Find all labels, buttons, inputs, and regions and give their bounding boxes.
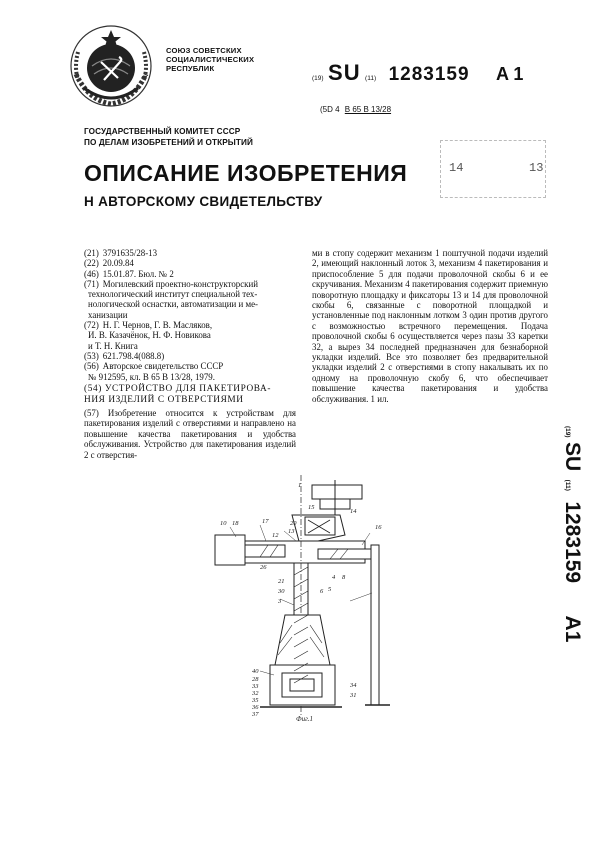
side-number: 1283159 — [561, 501, 584, 584]
part-label: 16 — [375, 524, 382, 531]
side-prefix-11: (11) — [564, 479, 571, 491]
header-prefix-11: (11) — [365, 75, 377, 82]
part-label: 17 — [262, 518, 269, 525]
meta-line: и Т. Н. Книга — [88, 340, 138, 351]
part-label: 30 — [278, 588, 285, 595]
ipc-classification — [320, 105, 391, 114]
meta-line: (53) 621.798.4(088.8) — [84, 350, 165, 361]
part-label: 18 — [232, 520, 239, 527]
part-label: 34 — [350, 682, 357, 689]
meta-line: (72) Н. Г. Чернов, Г. В. Масляков, — [84, 320, 213, 331]
invention-title-code: (54) — [84, 384, 102, 394]
part-label: 5 — [328, 586, 332, 593]
part-label: 31 — [350, 692, 357, 699]
stamp-right-number: 13 — [529, 161, 544, 175]
technical-drawing — [200, 475, 400, 725]
abstract-left-column — [84, 408, 296, 460]
meta-line: ханизации — [88, 309, 128, 320]
part-label: 37 — [252, 711, 259, 718]
registration-stamp — [440, 140, 546, 198]
part-label: 36 — [252, 704, 259, 711]
state-name — [166, 46, 254, 74]
invention-title — [84, 384, 271, 405]
abstract-right-text: ми в стопу содержит механизм 1 поштучной подачи изделий 2, имеющий наклонный лоток 3, механизм 4 пакетирования и приспособление 5 для подачи проволочной скобы 6 и ее скручивания. Механизм 4 пакетирования содержит приемную поворотную площадку и фиксаторы 13 и 14 для проволочной скобы 6, связанные с поворотной площадкой и установленные под наклонным лотком 3 один против другого с возможностью встречного перемещения. Подача проволочной скобы 6 осуществляется через пазы 33 каретки 32, а вырез 34 последней предназначен для безнаборной укладки изделий. Все это позволяет без предварительной укладки изделий 2 с отверстиями в стопу накалывать их по одному на проволочную скобу 6, что обеспечивает повышение качества пакетирования и удобства обслуживания. 1 ил. — [312, 248, 548, 404]
part-label: 10 — [220, 520, 227, 527]
part-label: 13 — [288, 528, 295, 535]
state-line-1: СОЮЗ СОВЕТСКИХ — [166, 46, 242, 55]
ipc-code: B 65 B 13/28 — [344, 105, 392, 114]
part-label: 6 — [320, 588, 324, 595]
abstract-right-column — [312, 248, 548, 404]
part-label: 14 — [350, 508, 357, 515]
patent-number: 1283159 — [388, 64, 470, 85]
abstract-left-text: (57) Изобретение относится к устройствам для пакетирования изделий с отверстиями и направлено на повышение качества пакетирования и удобства обслуживания. Устройство для пакетирования изделий 2 с отверстия- — [84, 408, 296, 460]
part-label: 35 — [252, 697, 259, 704]
document-title: ОПИСАНИЕ ИЗОБРЕТЕНИЯ — [84, 160, 408, 186]
meta-line: технологический институт специальной тех- — [88, 289, 258, 300]
part-label: 12 — [272, 532, 279, 539]
state-emblem-icon — [68, 22, 154, 108]
meta-line: (46) 15.01.87. Бюл. № 2 — [84, 268, 174, 279]
side-kind: A1 — [561, 615, 584, 643]
side-country: SU — [561, 442, 584, 472]
committee-line-1: ГОСУДАРСТВЕННЫЙ КОМИТЕТ СССР — [84, 127, 241, 136]
meta-line: (71) Могилевский проектно-конструкторский — [84, 278, 258, 289]
part-label: 28 — [252, 676, 259, 683]
patent-kind: A 1 — [495, 64, 524, 84]
bibliographic-data — [84, 248, 258, 382]
part-label: 21 — [278, 578, 285, 585]
part-label: 26 — [260, 564, 267, 571]
state-line-2: СОЦИАЛИСТИЧЕСКИХ — [166, 55, 255, 65]
meta-line: И. В. Казачёнок, Н. Ф. Новикова — [88, 330, 211, 341]
meta-line: № 912595, кл. В 65 В 13/28, 1979. — [88, 371, 215, 382]
meta-line: (22) 20.09.84 — [84, 258, 134, 269]
part-label: 3 — [278, 598, 282, 605]
side-prefix-19: (19) — [564, 426, 571, 438]
meta-line: нологической оснастки, автоматизации и ме- — [88, 299, 258, 310]
part-label: 33 — [252, 683, 259, 690]
header-prefix-19: (19) — [312, 75, 324, 82]
part-label: 8 — [342, 574, 346, 581]
document-subtitle: Н АВТОРСКОМУ СВИДЕТЕЛЬСТВУ — [84, 194, 323, 209]
part-label: 32 — [252, 690, 259, 697]
part-label: 15 — [308, 504, 315, 511]
meta-line: (21) 3791635/28-13 — [84, 248, 158, 258]
part-label: 20 — [290, 520, 297, 527]
figure-caption: Фиг.1 — [296, 715, 314, 723]
invention-title-line-1: УСТРОЙСТВО ДЛЯ ПАКЕТИРОВА- — [104, 384, 272, 394]
stamp-left-number: 14 — [449, 161, 464, 175]
patent-header — [312, 60, 523, 86]
ipc-prefix: (5D 4 — [320, 105, 340, 114]
committee-name — [84, 127, 253, 148]
state-line-3: РЕСПУБЛИК — [166, 64, 215, 74]
side-patent-number — [560, 426, 584, 642]
part-label: 1 — [298, 482, 302, 489]
committee-line-2: ПО ДЕЛАМ ИЗОБРЕТЕНИЙ И ОТКРЫТИЙ — [84, 137, 253, 147]
part-label: 4 — [332, 574, 336, 581]
part-label: 40 — [252, 668, 259, 675]
country-code: SU — [328, 60, 361, 85]
invention-title-line-2: НИЯ ИЗДЕЛИЙ С ОТВЕРСТИЯМИ — [84, 394, 244, 405]
meta-line: (56) Авторское свидетельство СССР — [84, 361, 224, 372]
